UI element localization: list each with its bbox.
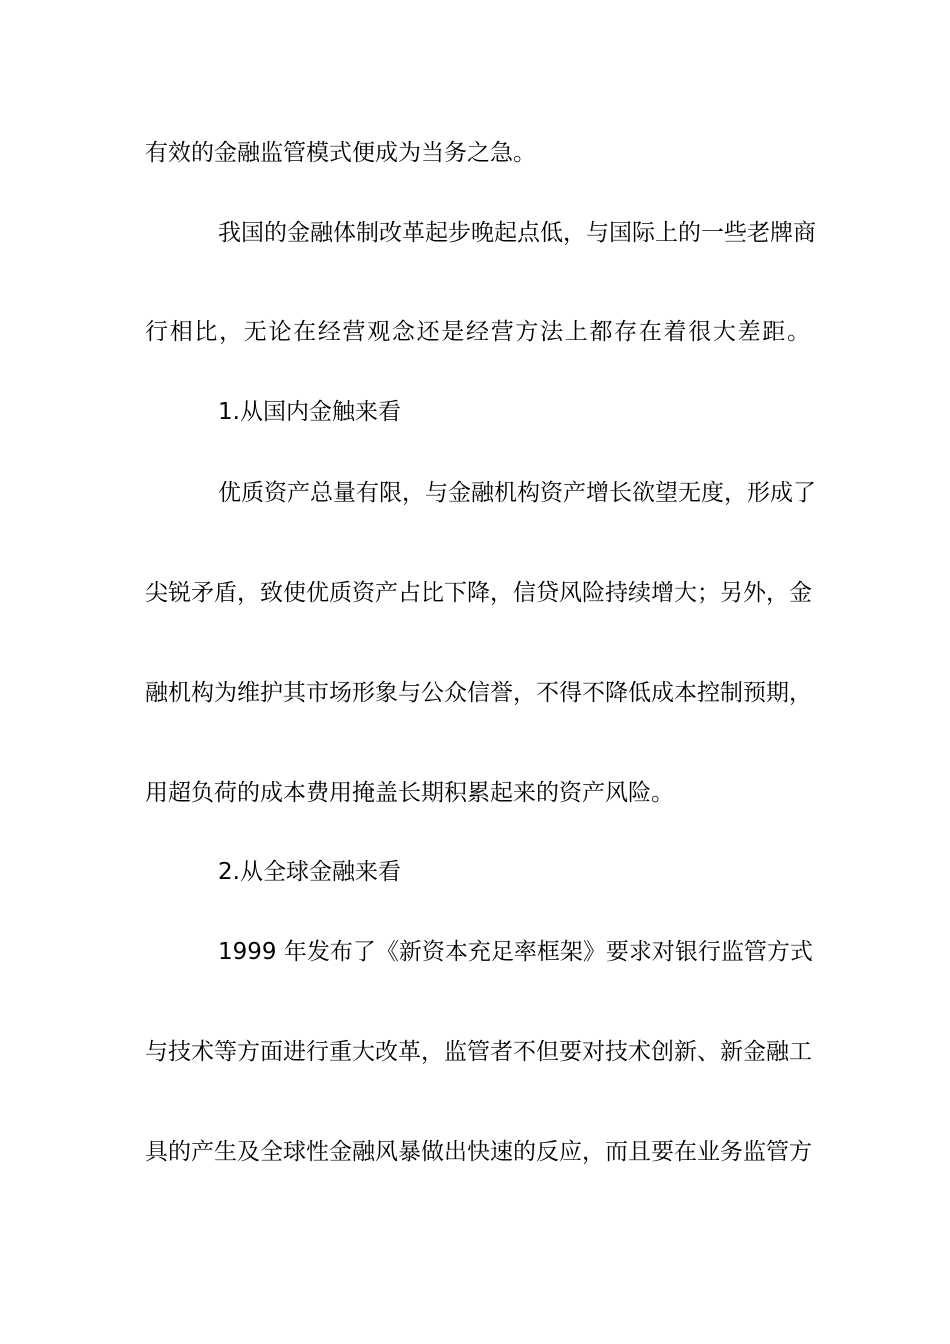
paragraph-line-12: 具的产生及全球性金融风暴做出快速的反应，而且要在业务监管方: [145, 1139, 812, 1165]
paragraph-line-3: 行相比，无论在经营观念还是经营方法上都存在着很大差距。: [145, 319, 810, 345]
section-heading-domestic: 1.从国内金触来看: [218, 399, 401, 425]
paragraph-line-8: 用超负荷的成本费用掩盖长期积累起来的资产风险。: [145, 780, 674, 806]
paragraph-line-11: 与技术等方面进行重大改革，监管者不但要对技术创新、新金融工: [145, 1039, 812, 1065]
section-heading-global: 2.从全球金融来看: [218, 859, 401, 885]
paragraph-line-1: 有效的金融监管模式便成为当务之急。: [145, 140, 536, 166]
paragraph-line-2: 我国的金融体制改革起步晚起点低，与国际上的一些老牌商: [218, 220, 816, 246]
paragraph-line-10: 1999 年发布了《新资本充足率框架》要求对银行监管方式: [218, 939, 813, 965]
paragraph-line-5: 优质资产总量有限，与金融机构资产增长欲望无度，形成了: [218, 480, 816, 506]
paragraph-line-6: 尖锐矛盾，致使优质资产占比下降，信贷风险持续增大；另外，金: [145, 580, 812, 606]
paragraph-line-7: 融机构为维护其市场形象与公众信誉，不得不降低成本控制预期，: [145, 680, 812, 706]
